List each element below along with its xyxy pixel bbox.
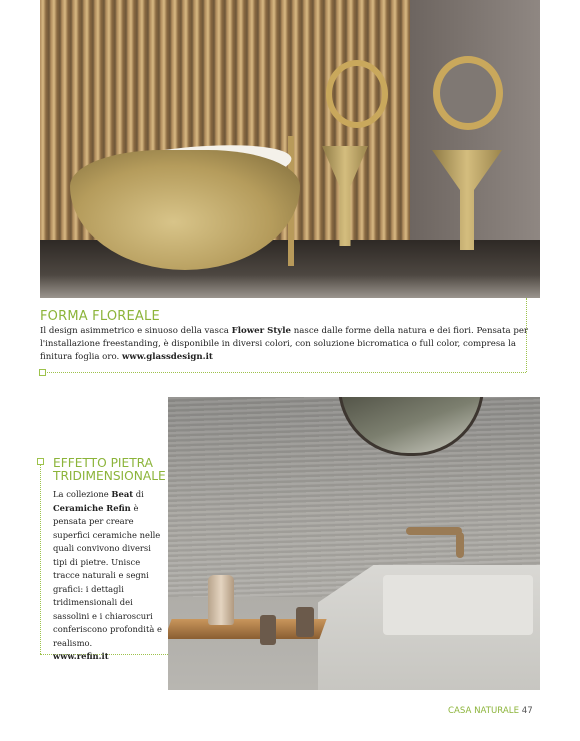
article1-body: Il design asimmetrico e sinuoso della vasca Flower Style nasce dalle forme della natura e dei fiori. Pensata per l'installazione freestanding, è disponibile in diversi colori, con soluzione bicromatica o full color, compresa la finitura foglia oro. www.glassdesign.it: [40, 326, 529, 363]
photo-flower-style-bathtub: [40, 0, 540, 298]
article2-title-line1: EFFETTO PIETRA: [53, 456, 153, 470]
article2-link[interactable]: www.refin.it: [53, 651, 109, 661]
article1-title: FORMA FLOREALE: [40, 309, 160, 324]
article1-link[interactable]: www.glassdesign.it: [121, 352, 213, 363]
frame-corner-marker: [39, 369, 46, 376]
page-number: 47: [521, 706, 533, 716]
article2-body: La collezione Beat di Ceramiche Refin è pensata per creare superfici ceramiche nelle quali convivono diversi tipi di pietre. Unisce tracce naturali e segni grafici: i dettagli tridimensionali dei sassolini e i chiaroscuri conferiscono profondità e realismo. www.refin.it: [53, 489, 162, 661]
page-footer: [448, 706, 533, 716]
magazine-name: CASA NATURALE: [448, 706, 520, 716]
photo-beat-ceramic-bathroom: [168, 397, 540, 690]
frame-dotted-bottom: [44, 372, 526, 373]
frame2-corner-marker: [37, 458, 44, 465]
frame2-dotted-left: [40, 459, 41, 654]
article2-title-line2: TRIDIMENSIONALE: [53, 469, 166, 483]
